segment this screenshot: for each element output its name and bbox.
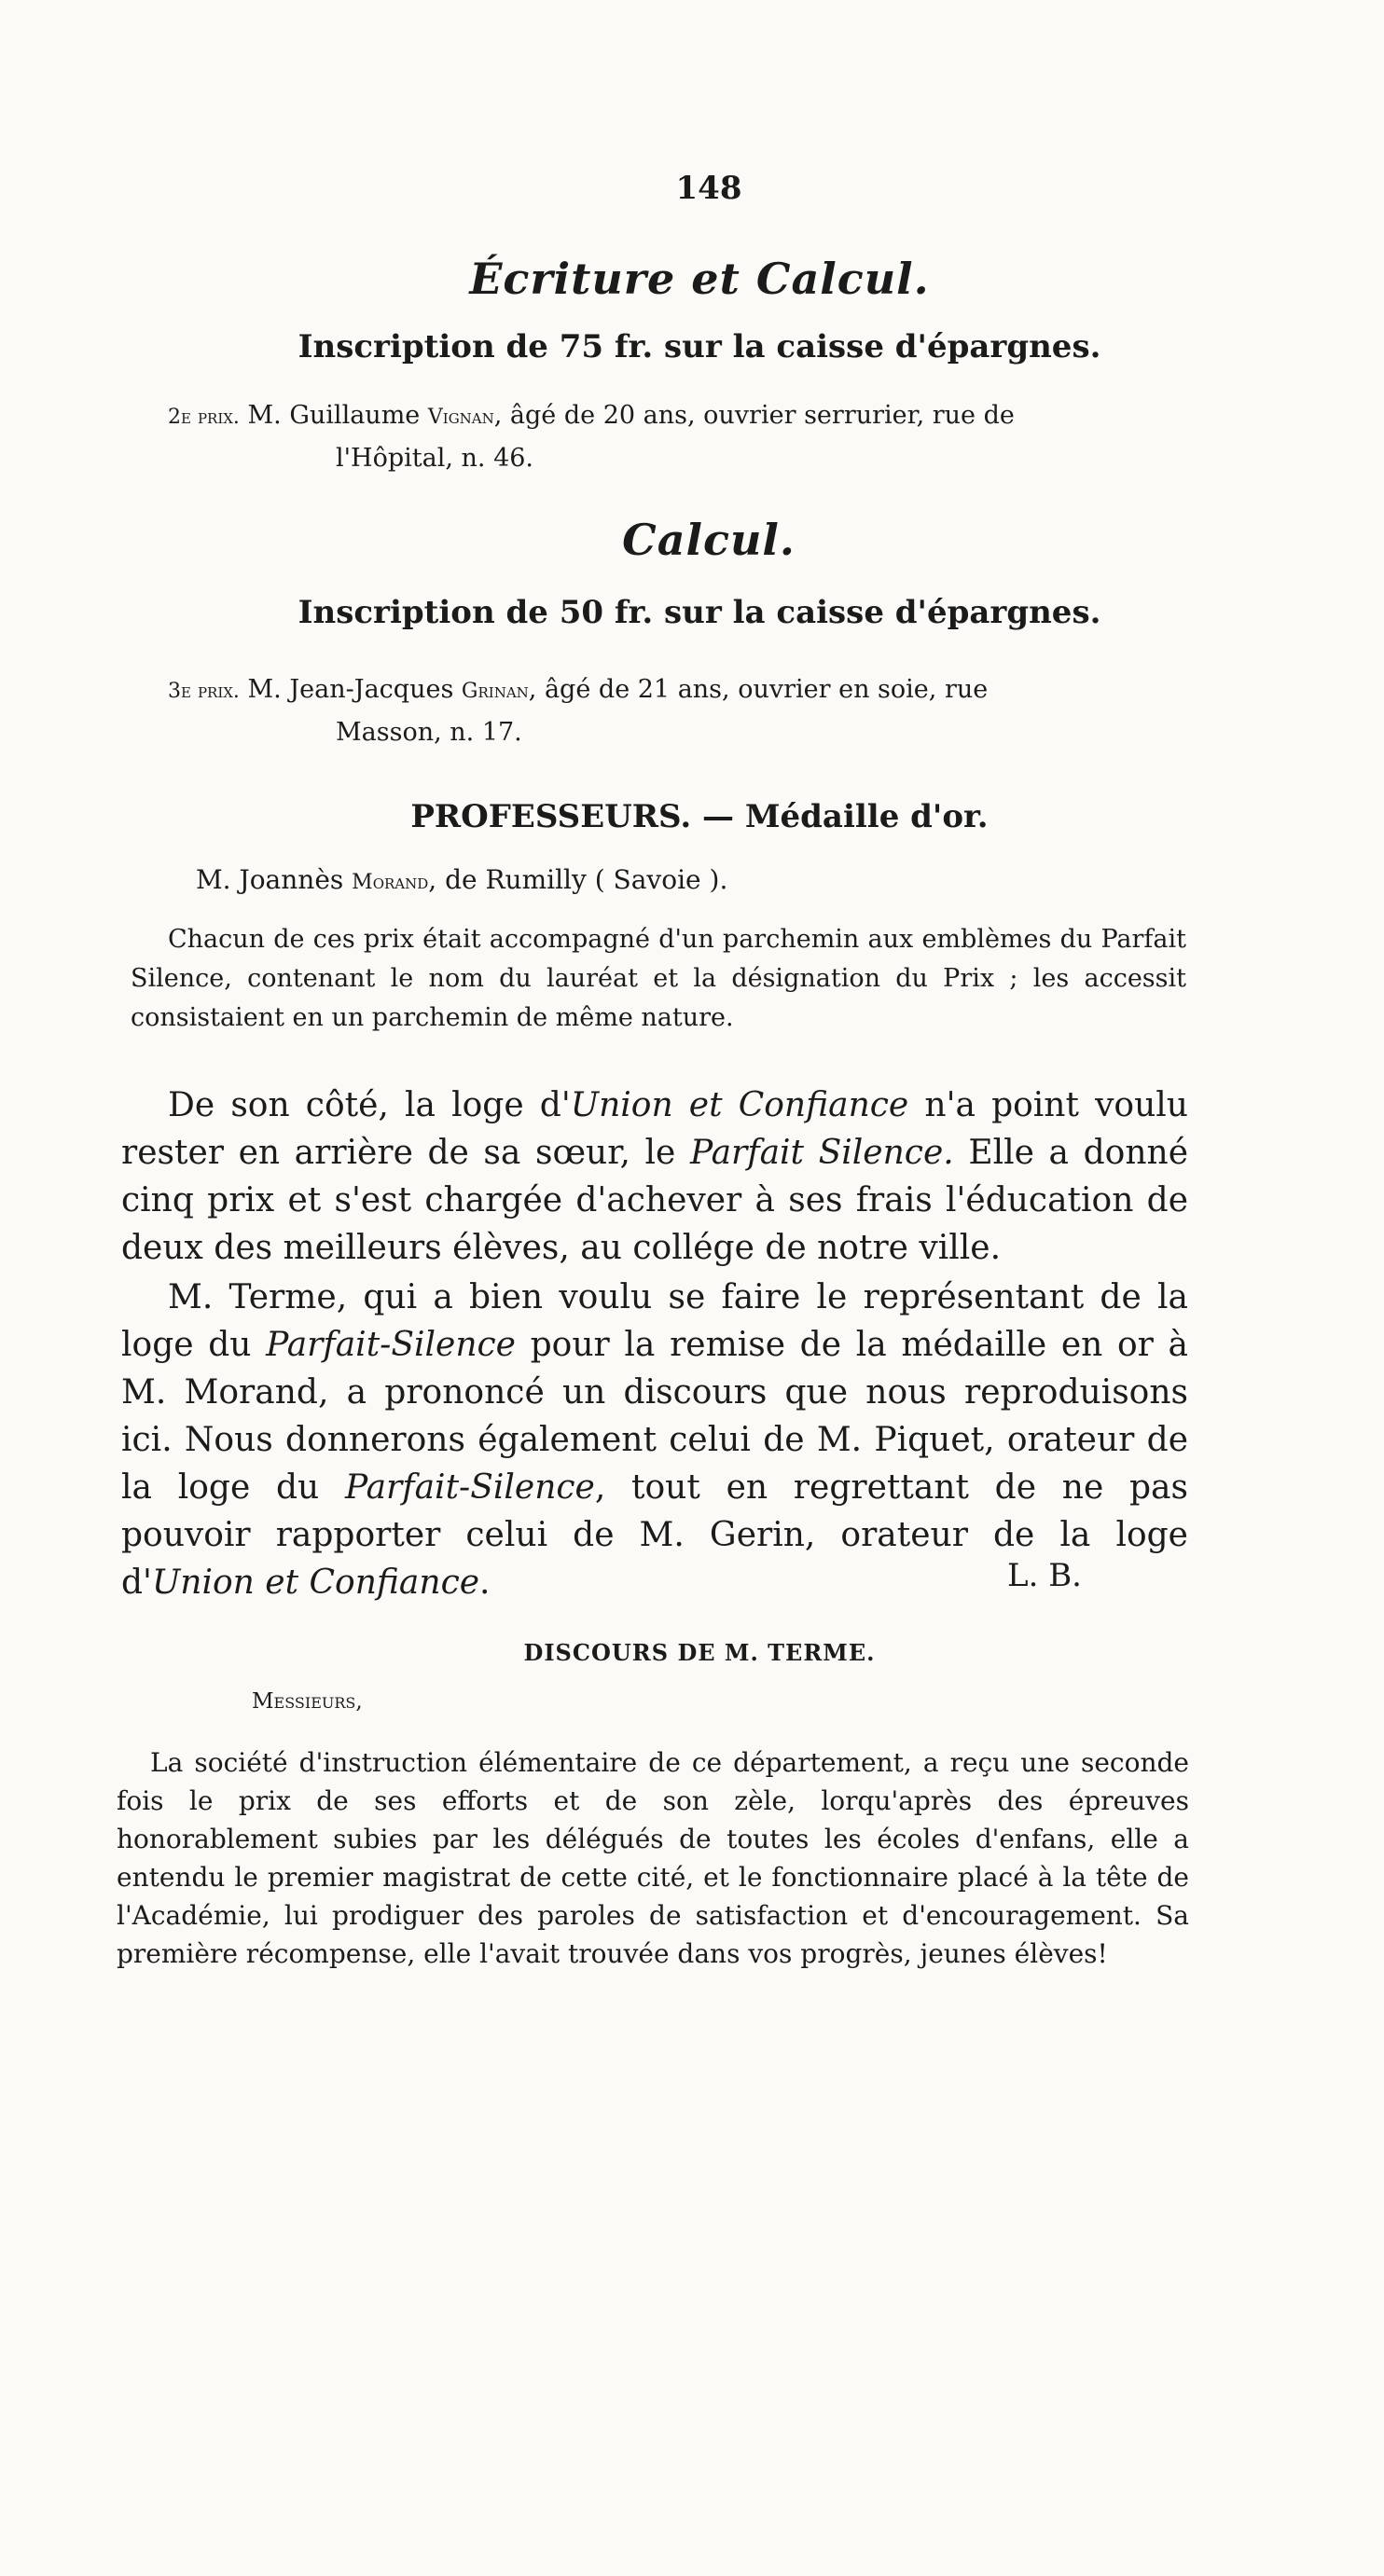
text-run-italic: Parfait Silence. [689, 1134, 954, 1172]
text-run-italic: Union et Confiance [570, 1086, 909, 1124]
text-run: , tout en regrettant de ne pas pouvoir rapporter celui de M. Gerin, orateur de la loge d' [121, 1468, 1188, 1602]
text-run: n'a point voulu rester en arrière de sa sœur, le [121, 1086, 1188, 1172]
footnote-text: Chacun de ces prix était accompagné d'un parchemin aux emblèmes du Parfait Silence, contenant le nom du lauréat et la désignation du Prix ; les accessit consistaient en un parchemin de même nature. [131, 925, 1186, 1032]
professeur-name: M. Joannès [196, 864, 344, 895]
text-run: M. Terme, qui a bien voulu se faire le représentant de la loge du [121, 1278, 1188, 1364]
discours-text: La société d'instruction élémentaire de ce département, a reçu une seconde fois le prix de ses efforts et de son zèle, lorqu'après des épreuves honorablement subies par les délégués de toutes les écoles d'enfans, elle a entendu le premier magistrat de cette cité, et le fonctionnaire placé à la tête de l'Académie, lui prodiguer des paroles de satisfaction et d'encouragement. Sa première récompense, elle l'avait trouvée dans vos progrès, jeunes élèves! [117, 1747, 1189, 1969]
professeur-surname: Morand [352, 871, 429, 894]
prize-entry-vignan [168, 395, 1175, 479]
section-title-calcul: Calcul. [622, 515, 796, 565]
prize-details: , âgé de 21 ans, ouvrier en soie, rue [528, 675, 989, 704]
prize-address: l'Hôpital, n. 46. [336, 444, 534, 473]
prize-details: , âgé de 20 ans, ouvrier serrurier, rue de [493, 401, 1015, 430]
discours-title: DISCOURS DE M. TERME. [523, 1639, 876, 1666]
professeur-entry [196, 864, 1128, 895]
section-subtitle-ecriture-calcul: Inscription de 75 fr. sur la caisse d'épargnes. [298, 328, 1101, 365]
discours-salutation: Messieurs, [252, 1689, 363, 1714]
prize-name: M. Jean-Jacques [247, 675, 454, 704]
professeur-origin: , de Rumilly ( Savoie ). [428, 864, 728, 895]
paragraph-union-confiance [121, 1081, 1188, 1272]
section-title-ecriture-calcul: Écriture et Calcul. [469, 254, 930, 304]
prize-surname: Vignan [427, 406, 494, 429]
text-run-italic: Parfait-Silence [344, 1468, 595, 1507]
text-run: pour la remise de la médaille en or à M. Morand, a prononcé un discours que nous reproduisons ici. Nous donnerons également celui de M. Piquet, orateur de la loge du [121, 1326, 1188, 1507]
prize-rank: 2e prix. [168, 406, 240, 429]
signature: L. B. [1007, 1557, 1082, 1594]
prize-rank: 3e prix. [168, 680, 240, 703]
page-number: 148 [675, 170, 742, 207]
prize-address: Masson, n. 17. [336, 718, 522, 747]
prize-entry-grinan [168, 669, 1175, 753]
text-run: . [479, 1564, 491, 1602]
text-run: De son côté, la loge d' [168, 1086, 571, 1124]
prize-name: M. Guillaume [247, 401, 421, 430]
text-run: Elle a donné cinq prix et s'est chargée d'achever à ses frais l'éducation de deux des meilleurs élèves, au collége de notre ville. [121, 1134, 1188, 1267]
section-subtitle-calcul: Inscription de 50 fr. sur la caisse d'épargnes. [298, 594, 1101, 631]
prize-surname: Grinan [461, 680, 529, 703]
footnote-parchemin [131, 920, 1186, 1038]
professeurs-title: PROFESSEURS. — Médaille d'or. [410, 798, 989, 835]
text-run-italic: Parfait-Silence [266, 1326, 516, 1364]
text-run-italic: Union et Confiance [151, 1564, 480, 1602]
